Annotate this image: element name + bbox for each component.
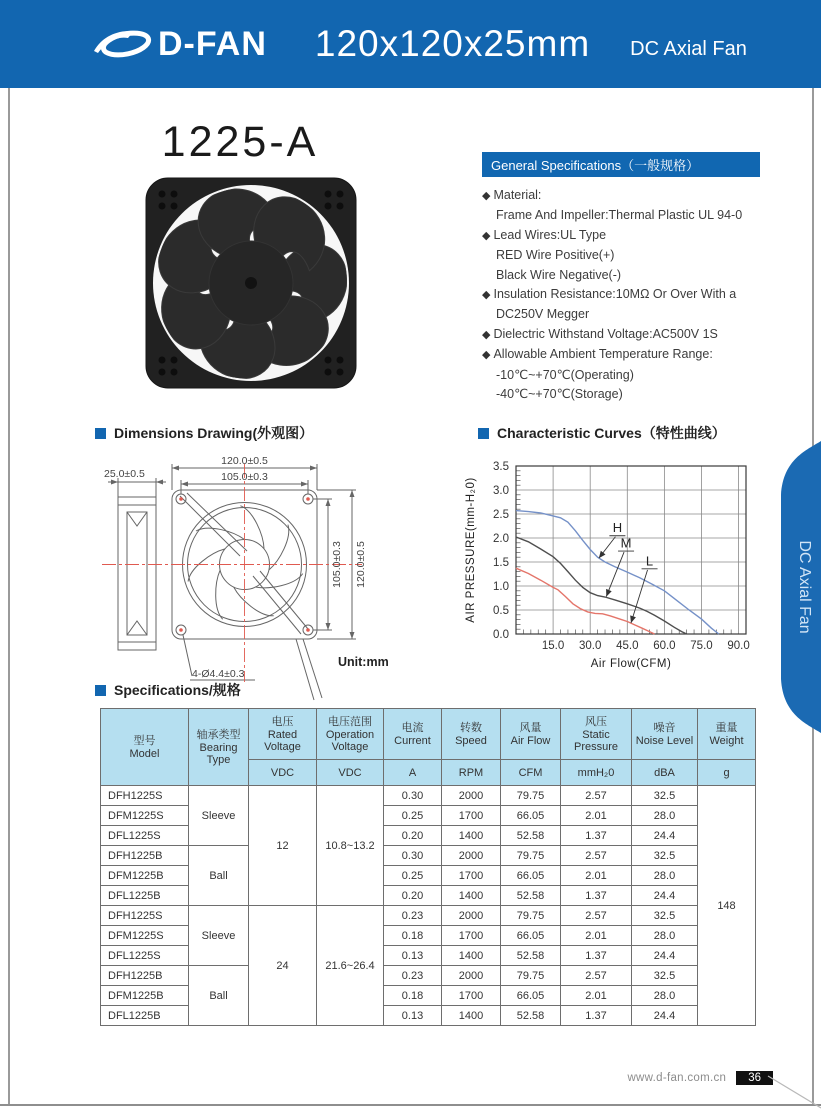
cell-speed: 2000 — [442, 966, 501, 986]
dim-height-pitch-label: 105.0±0.3 — [331, 541, 343, 588]
cell-noise-level: 24.4 — [632, 826, 698, 846]
spec-line — [482, 186, 760, 206]
cell-current: 0.30 — [384, 786, 442, 806]
svg-text:2.5: 2.5 — [493, 509, 509, 521]
spec-line — [482, 206, 760, 225]
cell-noise-level: 28.0 — [632, 926, 698, 946]
cell-current: 0.13 — [384, 946, 442, 966]
cell-airflow: 52.58 — [501, 1006, 561, 1026]
cell-current: 0.20 — [384, 826, 442, 846]
column-header: 型号 Model — [101, 709, 189, 786]
website-url: www.d-fan.com.cn — [627, 1072, 727, 1084]
cell-static-pressure: 2.01 — [561, 866, 632, 886]
cell-weight: 148 — [698, 786, 756, 1026]
column-header: 风压 Static Pressure — [561, 709, 632, 760]
cell-model: DFM1225S — [101, 926, 189, 946]
column-header: 电流 Current — [384, 709, 442, 760]
cell-speed: 1400 — [442, 1006, 501, 1026]
cell-noise-level: 24.4 — [632, 946, 698, 966]
cell-speed: 1700 — [442, 926, 501, 946]
cell-speed: 1700 — [442, 806, 501, 826]
footer-diagonal-line — [760, 1068, 821, 1110]
cell-operation-voltage: 10.8~13.2 — [317, 786, 384, 906]
cell-speed: 2000 — [442, 906, 501, 926]
spec-line — [482, 285, 760, 305]
cell-static-pressure: 1.37 — [561, 886, 632, 906]
spec-line-text: Lead Wires:UL Type — [493, 227, 607, 242]
dim-width-label: 120.0±0.5 — [221, 455, 268, 467]
cell-static-pressure: 2.57 — [561, 786, 632, 806]
unit-label: Unit:mm — [338, 655, 389, 669]
cell-static-pressure: 1.37 — [561, 826, 632, 846]
cell-model: DFM1225B — [101, 866, 189, 886]
cell-current: 0.18 — [384, 926, 442, 946]
spec-line — [482, 385, 760, 404]
svg-text:0.0: 0.0 — [493, 629, 509, 641]
specifications-table — [100, 708, 756, 1026]
cell-static-pressure: 2.57 — [561, 846, 632, 866]
spec-table-section-title: Specifications/规格 — [95, 680, 241, 700]
cell-speed: 1400 — [442, 886, 501, 906]
column-header: 轴承类型 Bearing Type — [189, 709, 249, 786]
diamond-bullet-icon: ◆ — [482, 289, 491, 302]
svg-text:45.0: 45.0 — [616, 640, 639, 652]
dim-hole-pitch-label: 105.0±0.3 — [221, 471, 268, 483]
svg-text:AIR PRESSURE(mm-H₂0): AIR PRESSURE(mm-H₂0) — [465, 477, 477, 623]
svg-text:M: M — [620, 535, 632, 551]
spec-line — [482, 366, 760, 385]
cell-model: DFL1225S — [101, 826, 189, 846]
cell-airflow: 79.75 — [501, 846, 561, 866]
cell-current: 0.18 — [384, 986, 442, 1006]
cell-airflow: 79.75 — [501, 786, 561, 806]
section-bullet-icon — [95, 428, 106, 439]
page-border-left — [8, 88, 10, 1105]
svg-text:2.0: 2.0 — [493, 533, 509, 545]
footer — [627, 1071, 773, 1085]
spec-line-text: Frame And Impeller:Thermal Plastic UL 94-0 — [496, 208, 743, 223]
section-bullet-icon — [478, 428, 489, 439]
diamond-bullet-icon: ◆ — [482, 229, 491, 242]
svg-text:L: L — [645, 553, 654, 569]
column-header: 重量 Weight — [698, 709, 756, 760]
column-unit: dBA — [632, 760, 698, 786]
cell-current: 0.20 — [384, 886, 442, 906]
brand-logo — [92, 24, 267, 64]
cell-airflow: 66.05 — [501, 806, 561, 826]
spec-line — [482, 305, 760, 324]
spec-line-text: Insulation Resistance:10MΩ Or Over With a — [493, 287, 737, 302]
cell-model: DFM1225B — [101, 986, 189, 1006]
column-unit: mmH₂0 — [561, 760, 632, 786]
spec-line-text: -40℃~+70℃(Storage) — [496, 387, 623, 402]
cell-airflow: 66.05 — [501, 926, 561, 946]
cell-static-pressure: 2.57 — [561, 966, 632, 986]
cell-airflow: 52.58 — [501, 826, 561, 846]
cell-speed: 2000 — [442, 846, 501, 866]
cell-model: DFL1225B — [101, 1006, 189, 1026]
brand-name: D-FAN — [158, 24, 267, 63]
column-unit: A — [384, 760, 442, 786]
svg-text:30.0: 30.0 — [578, 640, 602, 652]
spec-line-text: Black Wire Negative(-) — [496, 267, 622, 282]
product-model-title: 1225-A — [161, 118, 319, 166]
cell-noise-level: 24.4 — [632, 886, 698, 906]
cell-static-pressure: 2.57 — [561, 906, 632, 926]
spec-line-text: RED Wire Positive(+) — [496, 248, 615, 263]
column-header: 电压范围 Operation Voltage — [317, 709, 384, 760]
table-row — [101, 846, 756, 866]
section-bullet-icon — [95, 685, 106, 696]
spec-line-text: -10℃~+70℃(Operating) — [496, 367, 634, 382]
spec-line — [482, 226, 760, 246]
svg-text:Air Flow(CFM): Air Flow(CFM) — [590, 658, 672, 670]
svg-text:0.5: 0.5 — [493, 605, 509, 617]
side-tab-label: DC Axial Fan — [796, 540, 813, 634]
column-header: 噪音 Noise Level — [632, 709, 698, 760]
cell-bearing-type: Ball — [189, 846, 249, 906]
cell-model: DFH1225B — [101, 846, 189, 866]
general-specifications-list — [482, 186, 760, 404]
cell-model: DFM1225S — [101, 806, 189, 826]
svg-text:1.5: 1.5 — [493, 557, 509, 569]
cell-bearing-type: Sleeve — [189, 786, 249, 846]
spec-line-text: Allowable Ambient Temperature Range: — [493, 347, 713, 362]
characteristic-curves-chart — [460, 452, 766, 681]
curves-section-title: Characteristic Curves（特性曲线） — [478, 423, 726, 443]
cell-bearing-type: Sleeve — [189, 906, 249, 966]
page-border-bottom — [0, 1104, 821, 1106]
spec-line — [482, 345, 760, 365]
svg-text:75.0: 75.0 — [690, 640, 713, 652]
svg-text:H: H — [612, 520, 623, 536]
cell-airflow: 66.05 — [501, 866, 561, 886]
spec-line-text: Material: — [493, 188, 542, 202]
dimensions-drawing — [90, 444, 462, 704]
column-header: 转数 Speed — [442, 709, 501, 760]
fan-product-photo — [108, 176, 398, 394]
column-unit: g — [698, 760, 756, 786]
diamond-bullet-icon: ◆ — [482, 349, 491, 362]
cell-static-pressure: 1.37 — [561, 946, 632, 966]
cell-model: DFH1225B — [101, 966, 189, 986]
cell-model: DFH1225S — [101, 786, 189, 806]
dim-depth-label: 25.0±0.5 — [104, 468, 145, 480]
cell-airflow: 66.05 — [501, 986, 561, 1006]
cell-noise-level: 28.0 — [632, 986, 698, 1006]
cell-noise-level: 28.0 — [632, 866, 698, 886]
cell-speed: 1700 — [442, 866, 501, 886]
column-header: 电压 Rated Voltage — [249, 709, 317, 760]
cell-noise-level: 32.5 — [632, 786, 698, 806]
column-unit: CFM — [501, 760, 561, 786]
top-banner — [0, 0, 821, 88]
table-row — [101, 786, 756, 806]
product-size: 120x120x25mm — [314, 23, 591, 64]
page-number-badge: 36 — [736, 1071, 773, 1085]
cell-current: 0.25 — [384, 806, 442, 826]
svg-text:90.0: 90.0 — [727, 640, 750, 652]
cell-operation-voltage: 21.6~26.4 — [317, 906, 384, 1026]
column-header: 风量 Air Flow — [501, 709, 561, 760]
column-unit: VDC — [317, 760, 384, 786]
cell-speed: 1400 — [442, 826, 501, 846]
cell-noise-level: 32.5 — [632, 906, 698, 926]
dimensions-section-title: Dimensions Drawing(外观图） — [95, 423, 313, 443]
cell-noise-level: 28.0 — [632, 806, 698, 826]
general-specifications-title: General Specifications（一般规格） — [482, 152, 760, 177]
table-row — [101, 966, 756, 986]
general-specifications-panel — [482, 152, 760, 404]
cell-rated-voltage: 12 — [249, 786, 317, 906]
cell-current: 0.23 — [384, 966, 442, 986]
cell-model: DFL1225B — [101, 886, 189, 906]
svg-text:1.0: 1.0 — [493, 581, 509, 593]
cell-bearing-type: Ball — [189, 966, 249, 1026]
cell-speed: 1400 — [442, 946, 501, 966]
cell-current: 0.30 — [384, 846, 442, 866]
cell-static-pressure: 2.01 — [561, 926, 632, 946]
spec-line-text: DC250V Megger — [496, 307, 590, 322]
spec-line — [482, 325, 760, 345]
dim-height-label: 120.0±0.5 — [355, 541, 367, 588]
cell-current: 0.25 — [384, 866, 442, 886]
spec-line — [482, 266, 760, 285]
cell-noise-level: 24.4 — [632, 1006, 698, 1026]
svg-text:3.5: 3.5 — [493, 461, 509, 473]
cell-static-pressure: 2.01 — [561, 986, 632, 1006]
column-unit: VDC — [249, 760, 317, 786]
table-row — [101, 906, 756, 926]
cell-model: DFH1225S — [101, 906, 189, 926]
svg-text:3.0: 3.0 — [493, 485, 509, 497]
cell-static-pressure: 2.01 — [561, 806, 632, 826]
cell-airflow: 52.58 — [501, 946, 561, 966]
cell-airflow: 52.58 — [501, 886, 561, 906]
cell-speed: 2000 — [442, 786, 501, 806]
cell-speed: 1700 — [442, 986, 501, 1006]
cell-current: 0.23 — [384, 906, 442, 926]
cell-airflow: 79.75 — [501, 966, 561, 986]
cell-noise-level: 32.5 — [632, 966, 698, 986]
diamond-bullet-icon: ◆ — [482, 328, 491, 341]
side-tab — [769, 441, 821, 738]
spec-line — [482, 246, 760, 265]
cell-airflow: 79.75 — [501, 906, 561, 926]
svg-text:15.0: 15.0 — [541, 640, 565, 652]
cell-rated-voltage: 24 — [249, 906, 317, 1026]
banner-subtitle: DC Axial Fan — [630, 37, 747, 60]
dim-holes-label: 4-Ø4.4±0.3 — [192, 668, 245, 680]
spec-line-text: Dielectric Withstand Voltage:AC500V 1S — [493, 326, 718, 341]
svg-text:60.0: 60.0 — [653, 640, 676, 652]
cell-noise-level: 32.5 — [632, 846, 698, 866]
d-fan-logo-icon — [92, 24, 154, 64]
cell-model: DFL1225S — [101, 946, 189, 966]
diamond-bullet-icon: ◆ — [482, 190, 491, 202]
column-unit: RPM — [442, 760, 501, 786]
cell-static-pressure: 1.37 — [561, 1006, 632, 1026]
cell-current: 0.13 — [384, 1006, 442, 1026]
